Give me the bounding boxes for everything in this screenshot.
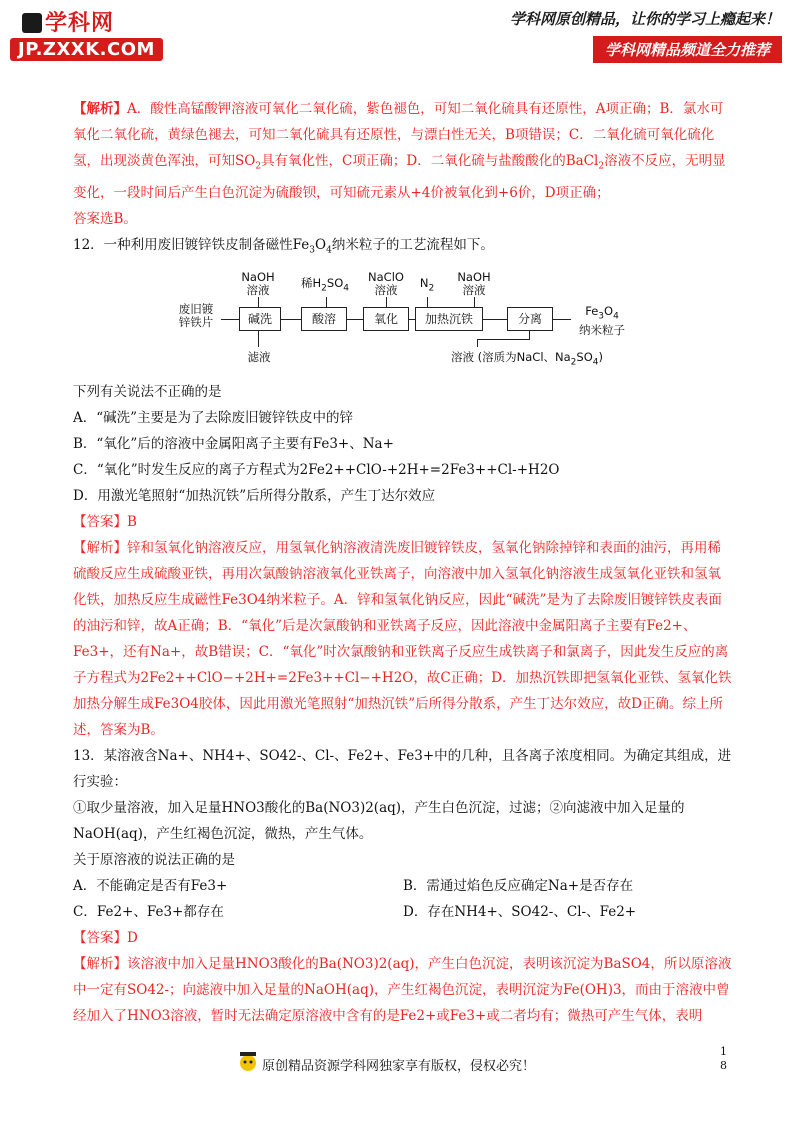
- step-alkaline-wash: 碱洗: [239, 307, 281, 331]
- step-oxidize: 氧化: [363, 307, 409, 331]
- q13-analysis: 【解析】该溶液中加入足量HNO3酸化的Ba(NO3)2(aq)，产生白色沉淀，表明该沉淀为BaSO4，所以原溶液中一定有SO42-；向滤液中加入足量的NaOH(aq)，产生红褐色沉淀，表明沉淀为Fe(OH)3，而由于溶液中曾经加入了HNO3溶液，暂时无法确定原溶液中含有的是Fe2+或Fe3+或二者均有；微热可产生气体，表明: [73, 956, 732, 1025]
- q11-answer: 答案选B。: [73, 210, 137, 227]
- page-number: 1 8: [720, 1045, 727, 1072]
- q13-experiment: ①取少量溶液，加入足量HNO3酸化的Ba(NO3)2(aq)，产生白色沉淀，过滤；②向滤液中加入足量的NaOH(aq)，产生红褐色沉淀，微热，产生气体。: [73, 800, 685, 843]
- q13-option-a: A．不能确定是否有Fe3+: [73, 878, 228, 895]
- page-footer: [0, 1045, 800, 1085]
- input-material: 废旧镀 锌铁片: [178, 302, 214, 330]
- q13-option-c: C．Fe2+、Fe3+都存在: [73, 904, 224, 921]
- q13-question: 关于原溶液的说法正确的是: [73, 852, 235, 869]
- q13-option-d: D．存在NH4+、SO42-、Cl-、Fe2+: [403, 904, 637, 921]
- q13-options-row-1: [73, 873, 733, 899]
- page-header: [0, 0, 800, 70]
- q13-answer: 【答案】D: [73, 930, 138, 947]
- byproduct-filtrate: 滤液: [247, 350, 271, 365]
- reagent-h2so4: 稀$H_2SO_4$: [301, 276, 349, 294]
- q13-options-row-2: [73, 899, 733, 925]
- q12-option-c: C．“氧化”时发生反应的离子方程式为2Fe2++ClO-+2H+=2Fe3++Cl-+H2O: [73, 462, 560, 479]
- q12-option-b: B．“氧化”后的溶液中金属阳离子主要有Fe3+、Na+: [73, 436, 394, 453]
- q11-analysis: 【解析】A．酸性高锰酸钾溶液可氧化二氧化硫，紫色褪色，可知二氧化硫具有还原性，A项正确；B．氯水可氧化二氧化硫，黄绿色褪去，可知二氧化硫具有还原性，与漂白性无关，B项错误；C．二氧化硫可氧化硫化氢，出现淡黄色浑浊，可知$SO_2$具有氧化性，C项正确；D．二氧化硫与盐酸酸化的BaCl$_2$溶液不反应，无明显变化，一段时间后产生白色沉淀为硫酸钡，可知硫元素从+4价被氧化到+6价，D项正确；: [73, 101, 726, 201]
- mascot-icon: [238, 1049, 258, 1075]
- q12-question: 下列有关说法不正确的是: [73, 384, 222, 401]
- reagent-n2: $N_2$: [419, 276, 435, 294]
- reagent-naoh: NaOH 溶液: [241, 270, 275, 298]
- product-label: $Fe_3O_4$ 纳米粒子: [579, 304, 625, 337]
- header-slogan: 学科网原创精品，让你的学习上瘾起来！: [509, 10, 780, 28]
- q12-option-a: A．“碱洗”主要是为了去除废旧镀锌铁皮中的锌: [73, 410, 354, 427]
- q13-stem: 13．某溶液含Na+、NH4+、SO42-、Cl-、Fe2+、Fe3+中的几种，且各离子浓度相同。为确定其组成，进行实验：: [73, 748, 732, 791]
- step-separate: 分离: [507, 307, 553, 331]
- step-acid-dissolve: 酸溶: [301, 307, 347, 331]
- q12-stem: 12．一种利用废旧镀锌铁皮制备磁性$Fe_3O_4$纳米粒子的工艺流程如下。: [73, 236, 494, 256]
- channel-banner: 学科网精品频道全力推荐: [593, 36, 782, 63]
- reagent-naoh-2: NaOH 溶液: [457, 270, 491, 298]
- brand-url: JP.ZXXK.COM: [10, 38, 163, 61]
- process-flow-diagram: [73, 263, 733, 379]
- graduation-cap-icon: [22, 13, 42, 33]
- q13-option-b: B．需通过焰色反应确定Na+是否存在: [403, 878, 634, 895]
- document-body: [73, 96, 733, 1029]
- q12-answer: 【答案】B: [73, 514, 137, 531]
- reagent-naclo: NaClO 溶液: [368, 270, 404, 298]
- byproduct-solution: 溶液 (溶质为NaCl、$Na_2SO_4$): [451, 350, 603, 368]
- copyright-notice: 原创精品资源学科网独家享有版权，侵权必究！: [262, 1059, 536, 1074]
- q12-option-d: D．用激光笔照射“加热沉铁”后所得分散系，产生丁达尔效应: [73, 488, 436, 505]
- brand-logo: 学科网: [22, 6, 114, 37]
- step-heat-precipitate: 加热沉铁: [415, 307, 483, 331]
- q12-analysis: 【解析】锌和氢氧化钠溶液反应，用氢氧化钠溶液清洗废旧镀锌铁皮，氢氧化钠除掉锌和表面的油污，再用稀硫酸反应生成硫酸亚铁，再用次氯酸钠溶液氧化亚铁离子，向溶液中加入氢氧化钠溶液生成氢氧化亚铁和氢氧化铁，加热反应生成磁性Fe3O4纳米粒子。A．锌和氢氧化钠反应，因此“碱洗”是为了去除废旧镀锌铁皮表面的油污和锌，故A正确；B．“氧化”后是次氯酸钠和亚铁离子反应，因此溶液中金属阳离子主要有Fe2+、Fe3+，还有Na+，故B错误；C．“氧化”时次氯酸钠和亚铁离子反应生成铁离子和氯离子，因此发生反应的离子方程式为2Fe2++ClO−+2H+=2Fe3++Cl−+H2O，故C正确；D．加热沉铁即把氢氧化亚铁、氢氧化铁加热分解生成Fe3O4胶体，因此用激光笔照射“加热沉铁”后所得分散系，产生丁达尔效应，故D正确。综上所述，答案为B。: [73, 540, 732, 739]
